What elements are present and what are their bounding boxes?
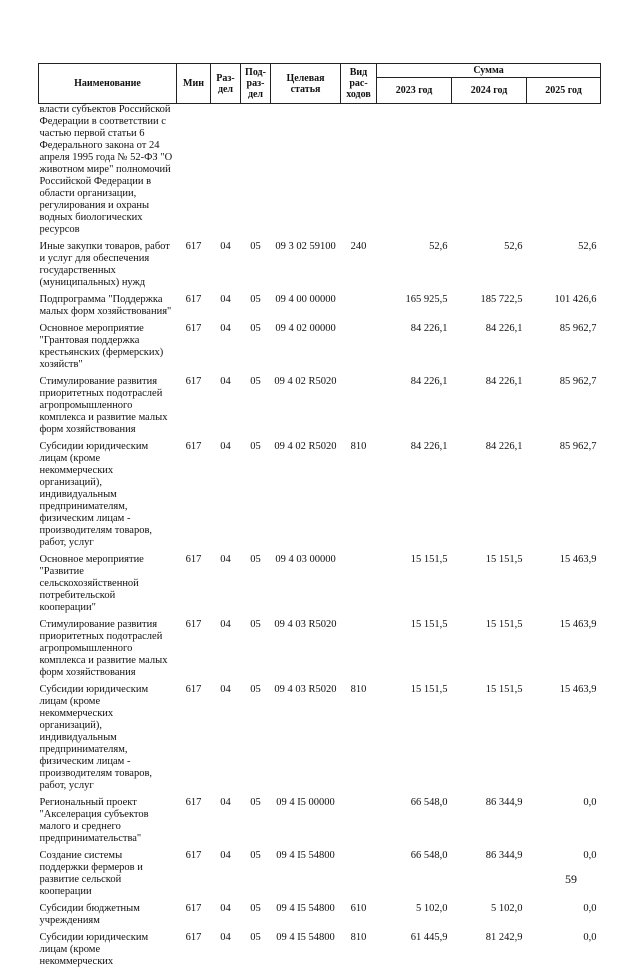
row-vid [341, 554, 377, 619]
row-2025: 85 962,7 [527, 323, 601, 376]
row-target: 09 4 I5 54800 [271, 903, 341, 932]
row-podrazdel: 05 [241, 903, 271, 932]
table-row [39, 376, 601, 441]
row-2025: 85 962,7 [527, 376, 601, 441]
table-row [39, 903, 601, 932]
row-vid [341, 104, 377, 242]
row-name: Стимулирование развития приоритетных подотраслей агропромышленного комплекса и развитие малых форм хозяйствования [39, 619, 177, 684]
header-vid: Вид рас- ходов [341, 64, 377, 104]
row-target: 09 4 I5 54800 [271, 850, 341, 903]
row-min: 617 [177, 797, 211, 850]
row-2025: 0,0 [527, 850, 601, 903]
row-vid [341, 619, 377, 684]
row-razdel: 04 [211, 294, 241, 323]
row-podrazdel: 05 [241, 619, 271, 684]
row-2025: 101 426,6 [527, 294, 601, 323]
row-2023: 15 151,5 [377, 619, 452, 684]
row-2023 [377, 104, 452, 242]
row-podrazdel: 05 [241, 797, 271, 850]
row-2024: 84 226,1 [452, 376, 527, 441]
row-name: Иные закупки товаров, работ и услуг для обеспечения государственных (муниципальных) нужд [39, 241, 177, 294]
row-razdel: 04 [211, 684, 241, 797]
row-2024: 81 242,9 [452, 932, 527, 973]
row-name: власти субъектов Российской Федерации в соответствии с частью первой статьи 6 Федерального закона от 24 апреля 1995 года № 52-ФЗ "О животном мире" полномочий Российской Федерации в области организации, регулирования и охраны водных биологических ресурсов [39, 104, 177, 242]
row-2023: 66 548,0 [377, 797, 452, 850]
row-min: 617 [177, 554, 211, 619]
row-podrazdel: 05 [241, 376, 271, 441]
row-min: 617 [177, 932, 211, 973]
row-2025: 15 463,9 [527, 619, 601, 684]
row-target: 09 4 03 R5020 [271, 684, 341, 797]
row-2024: 15 151,5 [452, 554, 527, 619]
row-razdel: 04 [211, 932, 241, 973]
row-vid [341, 294, 377, 323]
row-min: 617 [177, 376, 211, 441]
row-target: 09 4 02 R5020 [271, 441, 341, 554]
row-target: 09 4 02 R5020 [271, 376, 341, 441]
row-2024 [452, 104, 527, 242]
page-number: 59 [565, 872, 577, 887]
header-2024: 2024 год [452, 78, 527, 104]
row-target: 09 3 02 59100 [271, 241, 341, 294]
table-header [39, 64, 601, 104]
row-target: 09 4 02 00000 [271, 323, 341, 376]
row-podrazdel [241, 104, 271, 242]
table-row [39, 441, 601, 554]
row-podrazdel: 05 [241, 294, 271, 323]
row-2025: 15 463,9 [527, 684, 601, 797]
row-name: Субсидии юридическим лицам (кроме некоммерческих организаций), индивидуальным предпринимателям, физическим лицам - производителям товаров, работ, услуг [39, 441, 177, 554]
row-2024: 15 151,5 [452, 619, 527, 684]
row-podrazdel: 05 [241, 241, 271, 294]
table-row [39, 850, 601, 903]
budget-table [38, 63, 601, 973]
table-row [39, 323, 601, 376]
row-razdel: 04 [211, 797, 241, 850]
row-2024: 5 102,0 [452, 903, 527, 932]
header-name: Наименование [39, 64, 177, 104]
row-vid [341, 797, 377, 850]
table-row [39, 619, 601, 684]
table-body [39, 104, 601, 973]
row-min [177, 104, 211, 242]
row-razdel: 04 [211, 323, 241, 376]
row-min: 617 [177, 850, 211, 903]
row-min: 617 [177, 323, 211, 376]
row-vid [341, 376, 377, 441]
header-sum: Сумма [377, 64, 601, 78]
row-min: 617 [177, 903, 211, 932]
table-row [39, 684, 601, 797]
row-name: Основное мероприятие "Грантовая поддержка крестьянских (фермерских) хозяйств" [39, 323, 177, 376]
row-razdel: 04 [211, 619, 241, 684]
budget-document [38, 63, 600, 973]
row-2023: 61 445,9 [377, 932, 452, 973]
row-target: 09 4 I5 00000 [271, 797, 341, 850]
header-2025: 2025 год [527, 78, 601, 104]
row-razdel: 04 [211, 441, 241, 554]
row-razdel: 04 [211, 241, 241, 294]
table-row [39, 932, 601, 973]
row-target [271, 104, 341, 242]
row-vid: 810 [341, 932, 377, 973]
row-2023: 66 548,0 [377, 850, 452, 903]
row-vid [341, 323, 377, 376]
row-podrazdel: 05 [241, 441, 271, 554]
row-2024: 185 722,5 [452, 294, 527, 323]
row-podrazdel: 05 [241, 684, 271, 797]
row-podrazdel: 05 [241, 850, 271, 903]
row-2025 [527, 104, 601, 242]
row-2025: 0,0 [527, 932, 601, 973]
header-podrazdel: Под- раз- дел [241, 64, 271, 104]
row-target: 09 4 03 00000 [271, 554, 341, 619]
row-name: Субсидии юридическим лицам (кроме некоммерческих организаций), индивидуальным предпринимателям, физическим лицам - производителям товаров, работ, услуг [39, 684, 177, 797]
row-razdel: 04 [211, 376, 241, 441]
row-2023: 84 226,1 [377, 441, 452, 554]
row-2023: 15 151,5 [377, 554, 452, 619]
row-target: 09 4 I5 54800 [271, 932, 341, 973]
row-2024: 86 344,9 [452, 797, 527, 850]
row-podrazdel: 05 [241, 554, 271, 619]
row-2024: 15 151,5 [452, 684, 527, 797]
row-vid: 810 [341, 684, 377, 797]
row-name: Субсидии бюджетным учреждениям [39, 903, 177, 932]
row-2023: 165 925,5 [377, 294, 452, 323]
row-2025: 52,6 [527, 241, 601, 294]
header-razdel: Раз- дел [211, 64, 241, 104]
row-min: 617 [177, 684, 211, 797]
row-2024: 86 344,9 [452, 850, 527, 903]
table-row [39, 241, 601, 294]
row-min: 617 [177, 441, 211, 554]
row-razdel: 04 [211, 850, 241, 903]
row-razdel [211, 104, 241, 242]
row-vid [341, 850, 377, 903]
row-2023: 52,6 [377, 241, 452, 294]
row-2023: 84 226,1 [377, 376, 452, 441]
header-2023: 2023 год [377, 78, 452, 104]
table-row [39, 797, 601, 850]
row-2025: 0,0 [527, 797, 601, 850]
row-2025: 15 463,9 [527, 554, 601, 619]
row-2025: 85 962,7 [527, 441, 601, 554]
table-row [39, 104, 601, 242]
row-min: 617 [177, 619, 211, 684]
row-name: Создание системы поддержки фермеров и развитие сельской кооперации [39, 850, 177, 903]
row-vid: 810 [341, 441, 377, 554]
row-name: Субсидии юридическим лицам (кроме некоммерческих [39, 932, 177, 973]
row-target: 09 4 03 R5020 [271, 619, 341, 684]
row-2023: 5 102,0 [377, 903, 452, 932]
row-2025: 0,0 [527, 903, 601, 932]
row-name: Основное мероприятие "Развитие сельскохозяйственной потребительской кооперации" [39, 554, 177, 619]
row-min: 617 [177, 241, 211, 294]
row-min: 617 [177, 294, 211, 323]
row-razdel: 04 [211, 554, 241, 619]
row-name: Стимулирование развития приоритетных подотраслей агропромышленного комплекса и развитие малых форм хозяйствования [39, 376, 177, 441]
row-2023: 15 151,5 [377, 684, 452, 797]
row-podrazdel: 05 [241, 323, 271, 376]
header-target: Целевая статья [271, 64, 341, 104]
row-2024: 84 226,1 [452, 323, 527, 376]
row-2024: 84 226,1 [452, 441, 527, 554]
header-min: Мин [177, 64, 211, 104]
row-name: Региональный проект "Акселерация субъектов малого и среднего предпринимательства" [39, 797, 177, 850]
table-row [39, 294, 601, 323]
row-name: Подпрограмма "Поддержка малых форм хозяйствования" [39, 294, 177, 323]
row-razdel: 04 [211, 903, 241, 932]
table-row [39, 554, 601, 619]
row-podrazdel: 05 [241, 932, 271, 973]
row-vid: 610 [341, 903, 377, 932]
row-2024: 52,6 [452, 241, 527, 294]
row-2023: 84 226,1 [377, 323, 452, 376]
row-vid: 240 [341, 241, 377, 294]
row-target: 09 4 00 00000 [271, 294, 341, 323]
